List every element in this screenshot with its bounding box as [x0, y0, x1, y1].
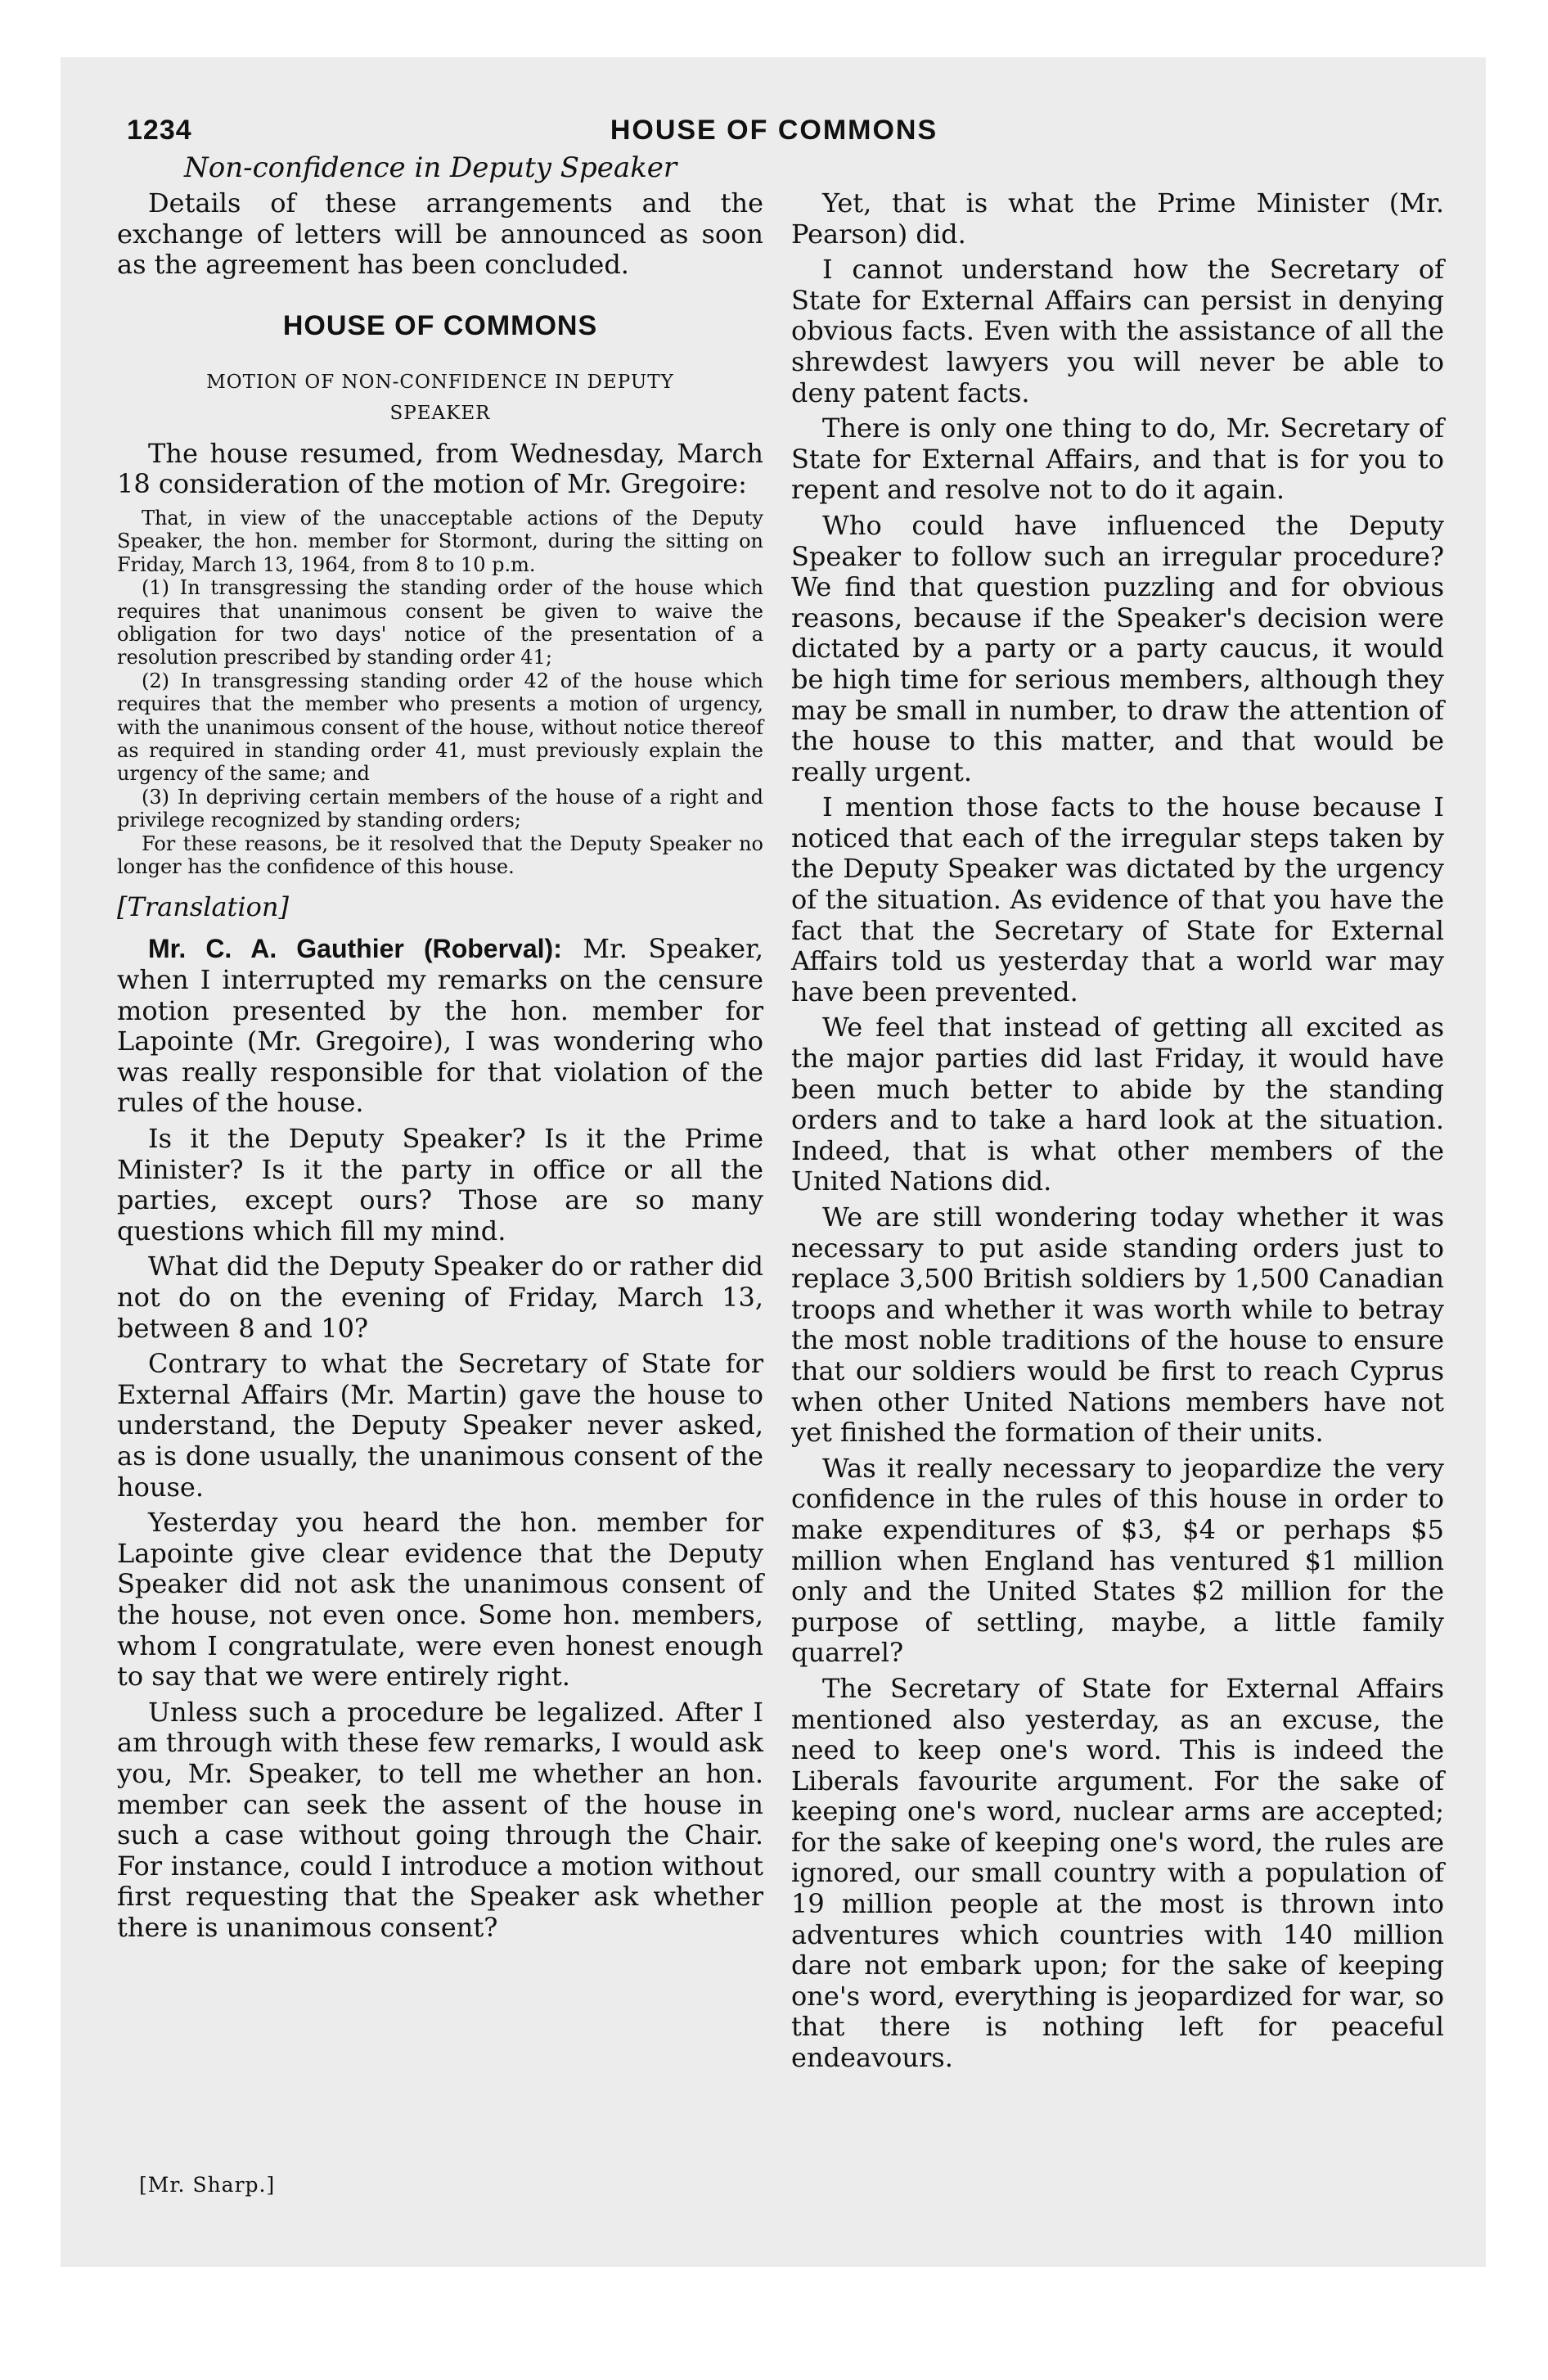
paragraph: Was it really necessary to jeopardize the very confidence in the rules of this house in order to make expenditures of $3, $4 or perhaps $5 million when England has ventured $1 million only and the United States $2 million for the purpose of settling, maybe, a little family quarrel?	[791, 1452, 1444, 1669]
motion-clause: (2) In transgressing standing order 42 of the house which requires that the member who presents a motion of urgency, with the unanimous consent of the house, without notice thereof as required in standing order 41, must previously explain the urgency of the same; and	[117, 669, 763, 786]
resumed-paragraph: The house resumed, from Wednesday, March 18 consideration of the motion of Mr. Gregoire:	[117, 437, 763, 500]
paragraph: I cannot understand how the Secretary of State for External Affairs can persist in denying obvious facts. Even with the assistance of all the shrewdest lawyers you will never be able to deny patent facts.	[791, 254, 1444, 408]
paragraph: We are still wondering today whether it was necessary to put aside standing orders just to replace 3,500 British soldiers by 1,500 Canadian troops and whether it was worth while to betray the most noble traditions of the house to ensure that our soldiers would be first to reach Cyprus when other United Nations members have not yet finished the formation of their units.	[791, 1201, 1444, 1449]
motion-clause: For these reasons, be it resolved that the Deputy Speaker no longer has the confidence of this house.	[117, 832, 763, 879]
paragraph: We feel that instead of getting all excited as the major parties did last Friday, it would have been much better to abide by the standing orders and to take a hard look at the situation. Indeed, that is what other members of the United Nations did.	[791, 1012, 1444, 1197]
running-head: HOUSE OF COMMONS	[610, 115, 938, 146]
footer-speaker-note: [Mr. Sharp.]	[139, 2173, 276, 2197]
speaker-name: Mr. C. A. Gauthier (Roberval):	[148, 934, 562, 964]
right-column	[791, 188, 1444, 2079]
translation-note: [Translation]	[117, 891, 289, 923]
paragraph: What did the Deputy Speaker do or rather did not do on the evening of Friday, March 13, between 8 and 10?	[117, 1251, 763, 1344]
motion-heading: MOTION OF NON-CONFIDENCE IN DEPUTY SPEAKER	[206, 371, 674, 424]
motion-clause: (3) In depriving certain members of the house of a right and privilege recognized by standing orders;	[117, 785, 763, 832]
paragraph: Yet, that is what the Prime Minister (Mr. Pearson) did.	[791, 187, 1444, 250]
page-subtitle: Non-confidence in Deputy Speaker	[184, 151, 677, 184]
speech-first-text: Mr. Speaker, when I interrupted my remarks on the censure motion presented by the hon. member for Lapointe (Mr. Gregoire), I was wondering who was really responsible for that violation of the rules of the house.	[117, 933, 764, 1119]
section-heading: HOUSE OF COMMONS	[282, 309, 598, 341]
paragraph: Who could have influenced the Deputy Speaker to follow such an irregular procedure? We find that question puzzling and for obvious reasons, because if the Speaker's decision were dictated by a party or a party caucus, it would be high time for serious members, although they may be small in number, to draw the attention of the house to this matter, and that would be really urgent.	[791, 509, 1444, 787]
speech-opening	[117, 934, 763, 1119]
paragraph: There is only one thing to do, Mr. Secretary of State for External Affairs, and that is for you to repent and resolve not to do it again.	[791, 412, 1444, 506]
paragraph: I mention those facts to the house because I noticed that each of the irregular steps taken by the Deputy Speaker was dictated by the urgency of the situation. As evidence of that you have the fact that the Secretary of State for External Affairs told us yesterday that a world war may have been prevented.	[791, 791, 1444, 1007]
motion-clause: That, in view of the unacceptable actions of the Deputy Speaker, the hon. member for Stormont, during the sitting on Friday, March 13, 1964, from 8 to 10 p.m.	[117, 506, 763, 576]
motion-clause: (1) In transgressing the standing order of the house which requires that unanimous consent be given to waive the obligation for two days' notice of the presentation of a resolution prescribed by standing order 41;	[117, 576, 763, 669]
page-number: 1234	[127, 115, 192, 146]
paragraph: Yesterday you heard the hon. member for Lapointe give clear evidence that the Deputy Speaker did not ask the unanimous consent of the house, not even once. Some hon. members, whom I congratulate, were even honest enough to say that we were entirely right.	[117, 1507, 763, 1693]
left-column	[117, 188, 763, 1948]
paragraph: Is it the Deputy Speaker? Is it the Prime Minister? Is it the party in office or all the parties, except ours? Those are so many questions which fill my mind.	[117, 1123, 763, 1246]
intro-paragraph: Details of these arrangements and the exchange of letters will be announced as soon as the agreement has been concluded.	[117, 187, 763, 281]
motion-text	[117, 507, 763, 879]
paragraph: The Secretary of State for External Affairs mentioned also yesterday, as an excuse, the need to keep one's word. This is indeed the Liberals favourite argument. For the sake of keeping one's word, nuclear arms are accepted; for the sake of keeping one's word, the rules are ignored, our small country with a population of 19 million people at the most is thrown into adventures which countries with 140 million dare not embark upon; for the sake of keeping one's word, everything is jeopardized for war, so that there is nothing left for peaceful endeavours.	[791, 1672, 1444, 2074]
paragraph: Unless such a procedure be legalized. After I am through with these few remarks, I would ask you, Mr. Speaker, to tell me whether an hon. member can seek the assent of the house in such a case without going through the Chair. For instance, could I introduce a motion without first requesting that the Speaker ask whether there is unanimous consent?	[117, 1696, 763, 1943]
paragraph: Contrary to what the Secretary of State for External Affairs (Mr. Martin) gave the house to understand, the Deputy Speaker never asked, as is done usually, the unanimous consent of the house.	[117, 1348, 763, 1503]
